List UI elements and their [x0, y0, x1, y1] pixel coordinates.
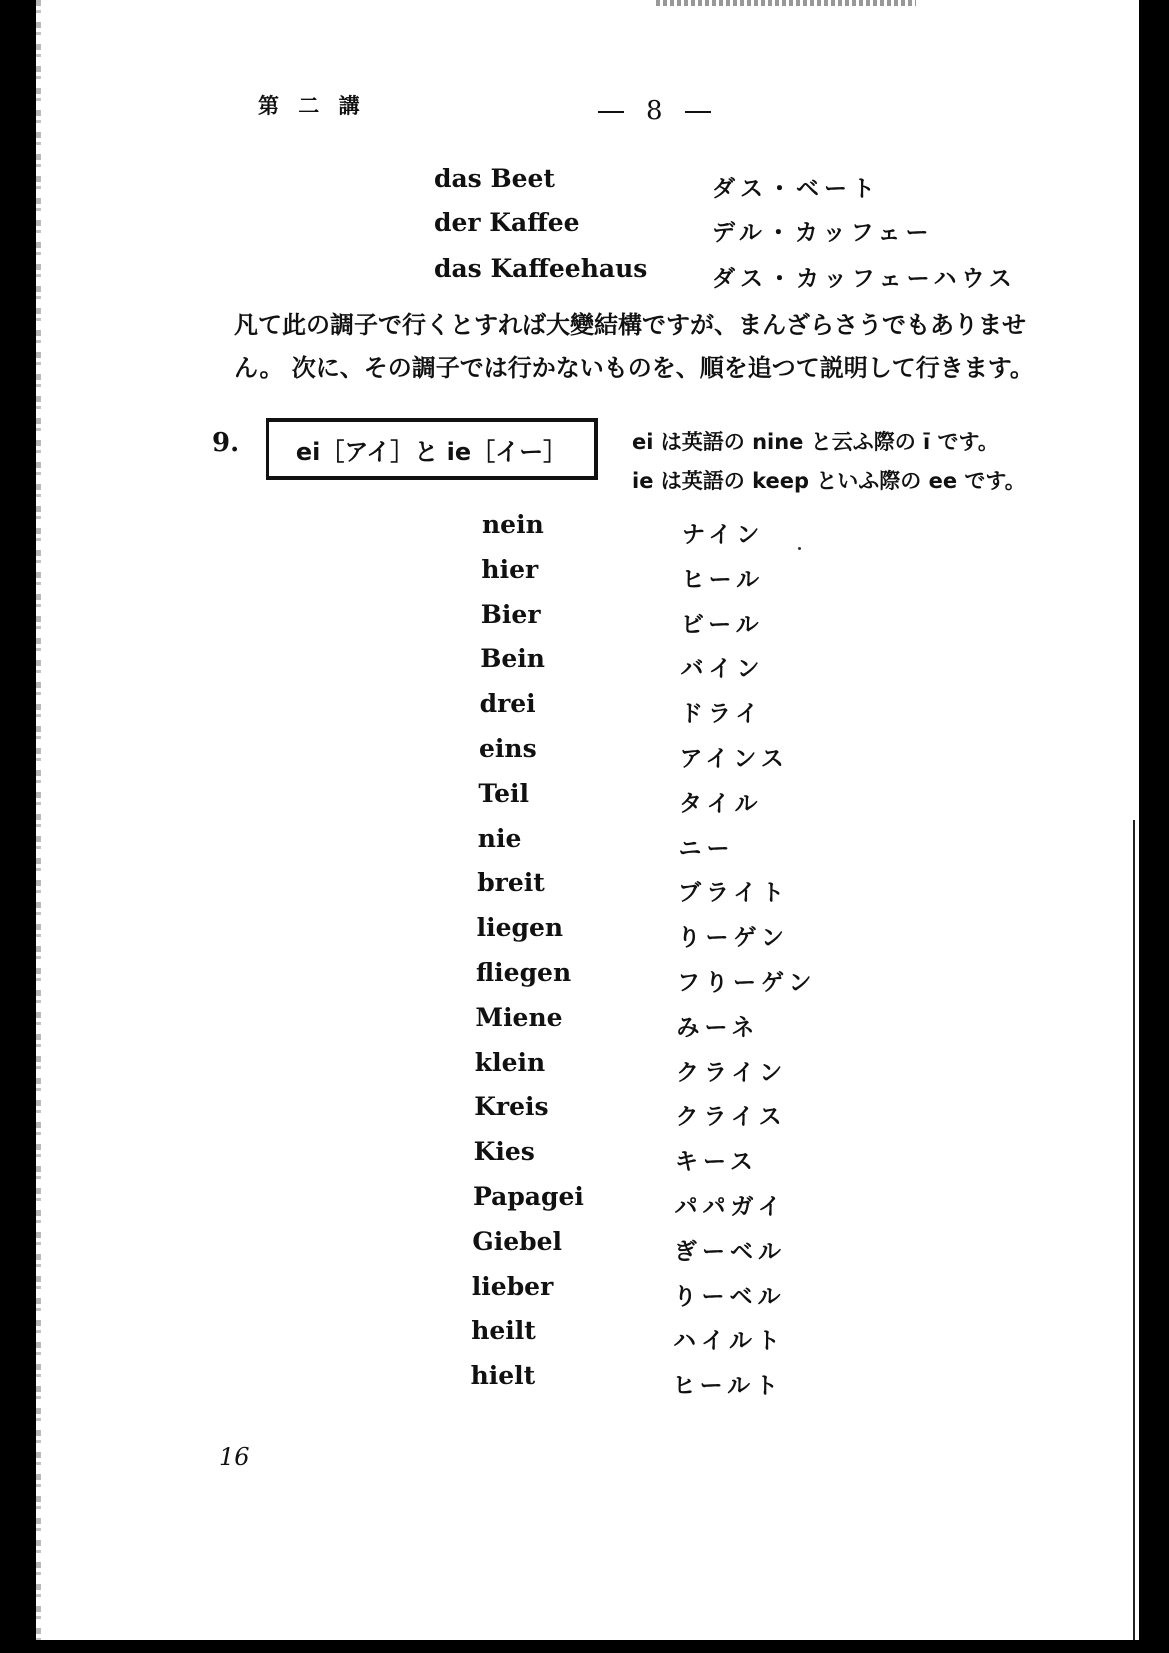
- reading-8: ブライト: [678, 880, 790, 907]
- example-reading: ダス・カッフェーハウス: [712, 266, 1017, 292]
- reading-17: りーベル: [673, 1283, 786, 1310]
- word-11: Miene: [475, 1002, 563, 1032]
- dash-right: [685, 111, 711, 113]
- speck: [798, 547, 801, 550]
- example-word: das Beet: [434, 164, 555, 193]
- word-18: heilt: [471, 1316, 536, 1346]
- page-number: [576, 96, 733, 126]
- word-1: hier: [481, 554, 539, 584]
- example-reading: ダス・ベート: [712, 176, 880, 202]
- folio-number: 16: [219, 1443, 250, 1471]
- word-19: hielt: [470, 1361, 536, 1391]
- word-16: Giebel: [472, 1226, 563, 1256]
- scan-artifact-top: [656, 0, 916, 6]
- reading-18: ハイルト: [673, 1328, 785, 1355]
- word-8: breit: [477, 868, 545, 898]
- section-title: ei［アイ］と ie［イー］: [295, 437, 568, 466]
- word-4: drei: [479, 689, 536, 719]
- dash-left: [598, 111, 624, 113]
- scanned-page: [36, 0, 1139, 1640]
- word-0: nein: [482, 510, 544, 539]
- word-9: liegen: [476, 913, 564, 943]
- word-12: klein: [474, 1047, 546, 1077]
- paragraph-line: 凡て此の調子で行くとすれば大變結構ですが、まんざらさうでもありませ: [234, 311, 1026, 339]
- section-explanation: ie は英語の keep といふ際の ee です。: [632, 469, 1026, 493]
- section-number: 9.: [212, 428, 240, 458]
- reading-2: ビール: [681, 611, 764, 638]
- reading-10: フりーゲン: [677, 970, 817, 996]
- word-14: Kies: [473, 1137, 535, 1167]
- reading-16: ぎーベル: [674, 1238, 786, 1265]
- word-7: nie: [477, 823, 522, 853]
- scan-edge-left: [36, 0, 41, 1640]
- word-5: eins: [479, 734, 537, 763]
- reading-4: ドライ: [680, 701, 764, 728]
- reading-15: パパガイ: [674, 1194, 786, 1220]
- example-reading: デル・カッフェー: [712, 220, 934, 246]
- reading-6: タイル: [679, 790, 763, 817]
- example-word: das Kaffeehaus: [434, 254, 648, 283]
- example-word: der Kaffee: [434, 208, 580, 237]
- reading-13: クライス: [675, 1104, 787, 1131]
- word-10: fliegen: [476, 958, 572, 987]
- reading-12: クライン: [676, 1059, 788, 1086]
- reading-14: キース: [675, 1149, 758, 1176]
- word-15: Papagei: [473, 1182, 584, 1211]
- section-explanation: ei は英語の nine と云ふ際の ī です。: [632, 430, 999, 454]
- chapter-heading: 第 二 講: [258, 93, 366, 118]
- reading-19: ヒールト: [672, 1373, 784, 1400]
- paragraph-line: ん。 次に、その調子では行かないものを、順を追つて説明して行きます。: [234, 354, 1034, 382]
- reading-0: ナイン: [682, 522, 765, 548]
- reading-1: ヒール: [681, 566, 765, 593]
- reading-9: りーゲン: [677, 925, 790, 952]
- word-6: Teil: [478, 778, 530, 808]
- scan-edge-right: [1133, 820, 1135, 1640]
- word-2: Bier: [480, 599, 541, 629]
- section-title-box: [266, 418, 598, 480]
- reading-11: みーネ: [676, 1014, 760, 1041]
- reading-5: アインス: [679, 746, 789, 772]
- page-number-value: 8: [646, 96, 663, 126]
- word-17: lieber: [471, 1271, 554, 1301]
- word-3: Bein: [480, 644, 545, 674]
- reading-3: バイン: [680, 656, 765, 683]
- reading-7: ニー: [678, 835, 735, 862]
- word-13: Kreis: [474, 1092, 549, 1122]
